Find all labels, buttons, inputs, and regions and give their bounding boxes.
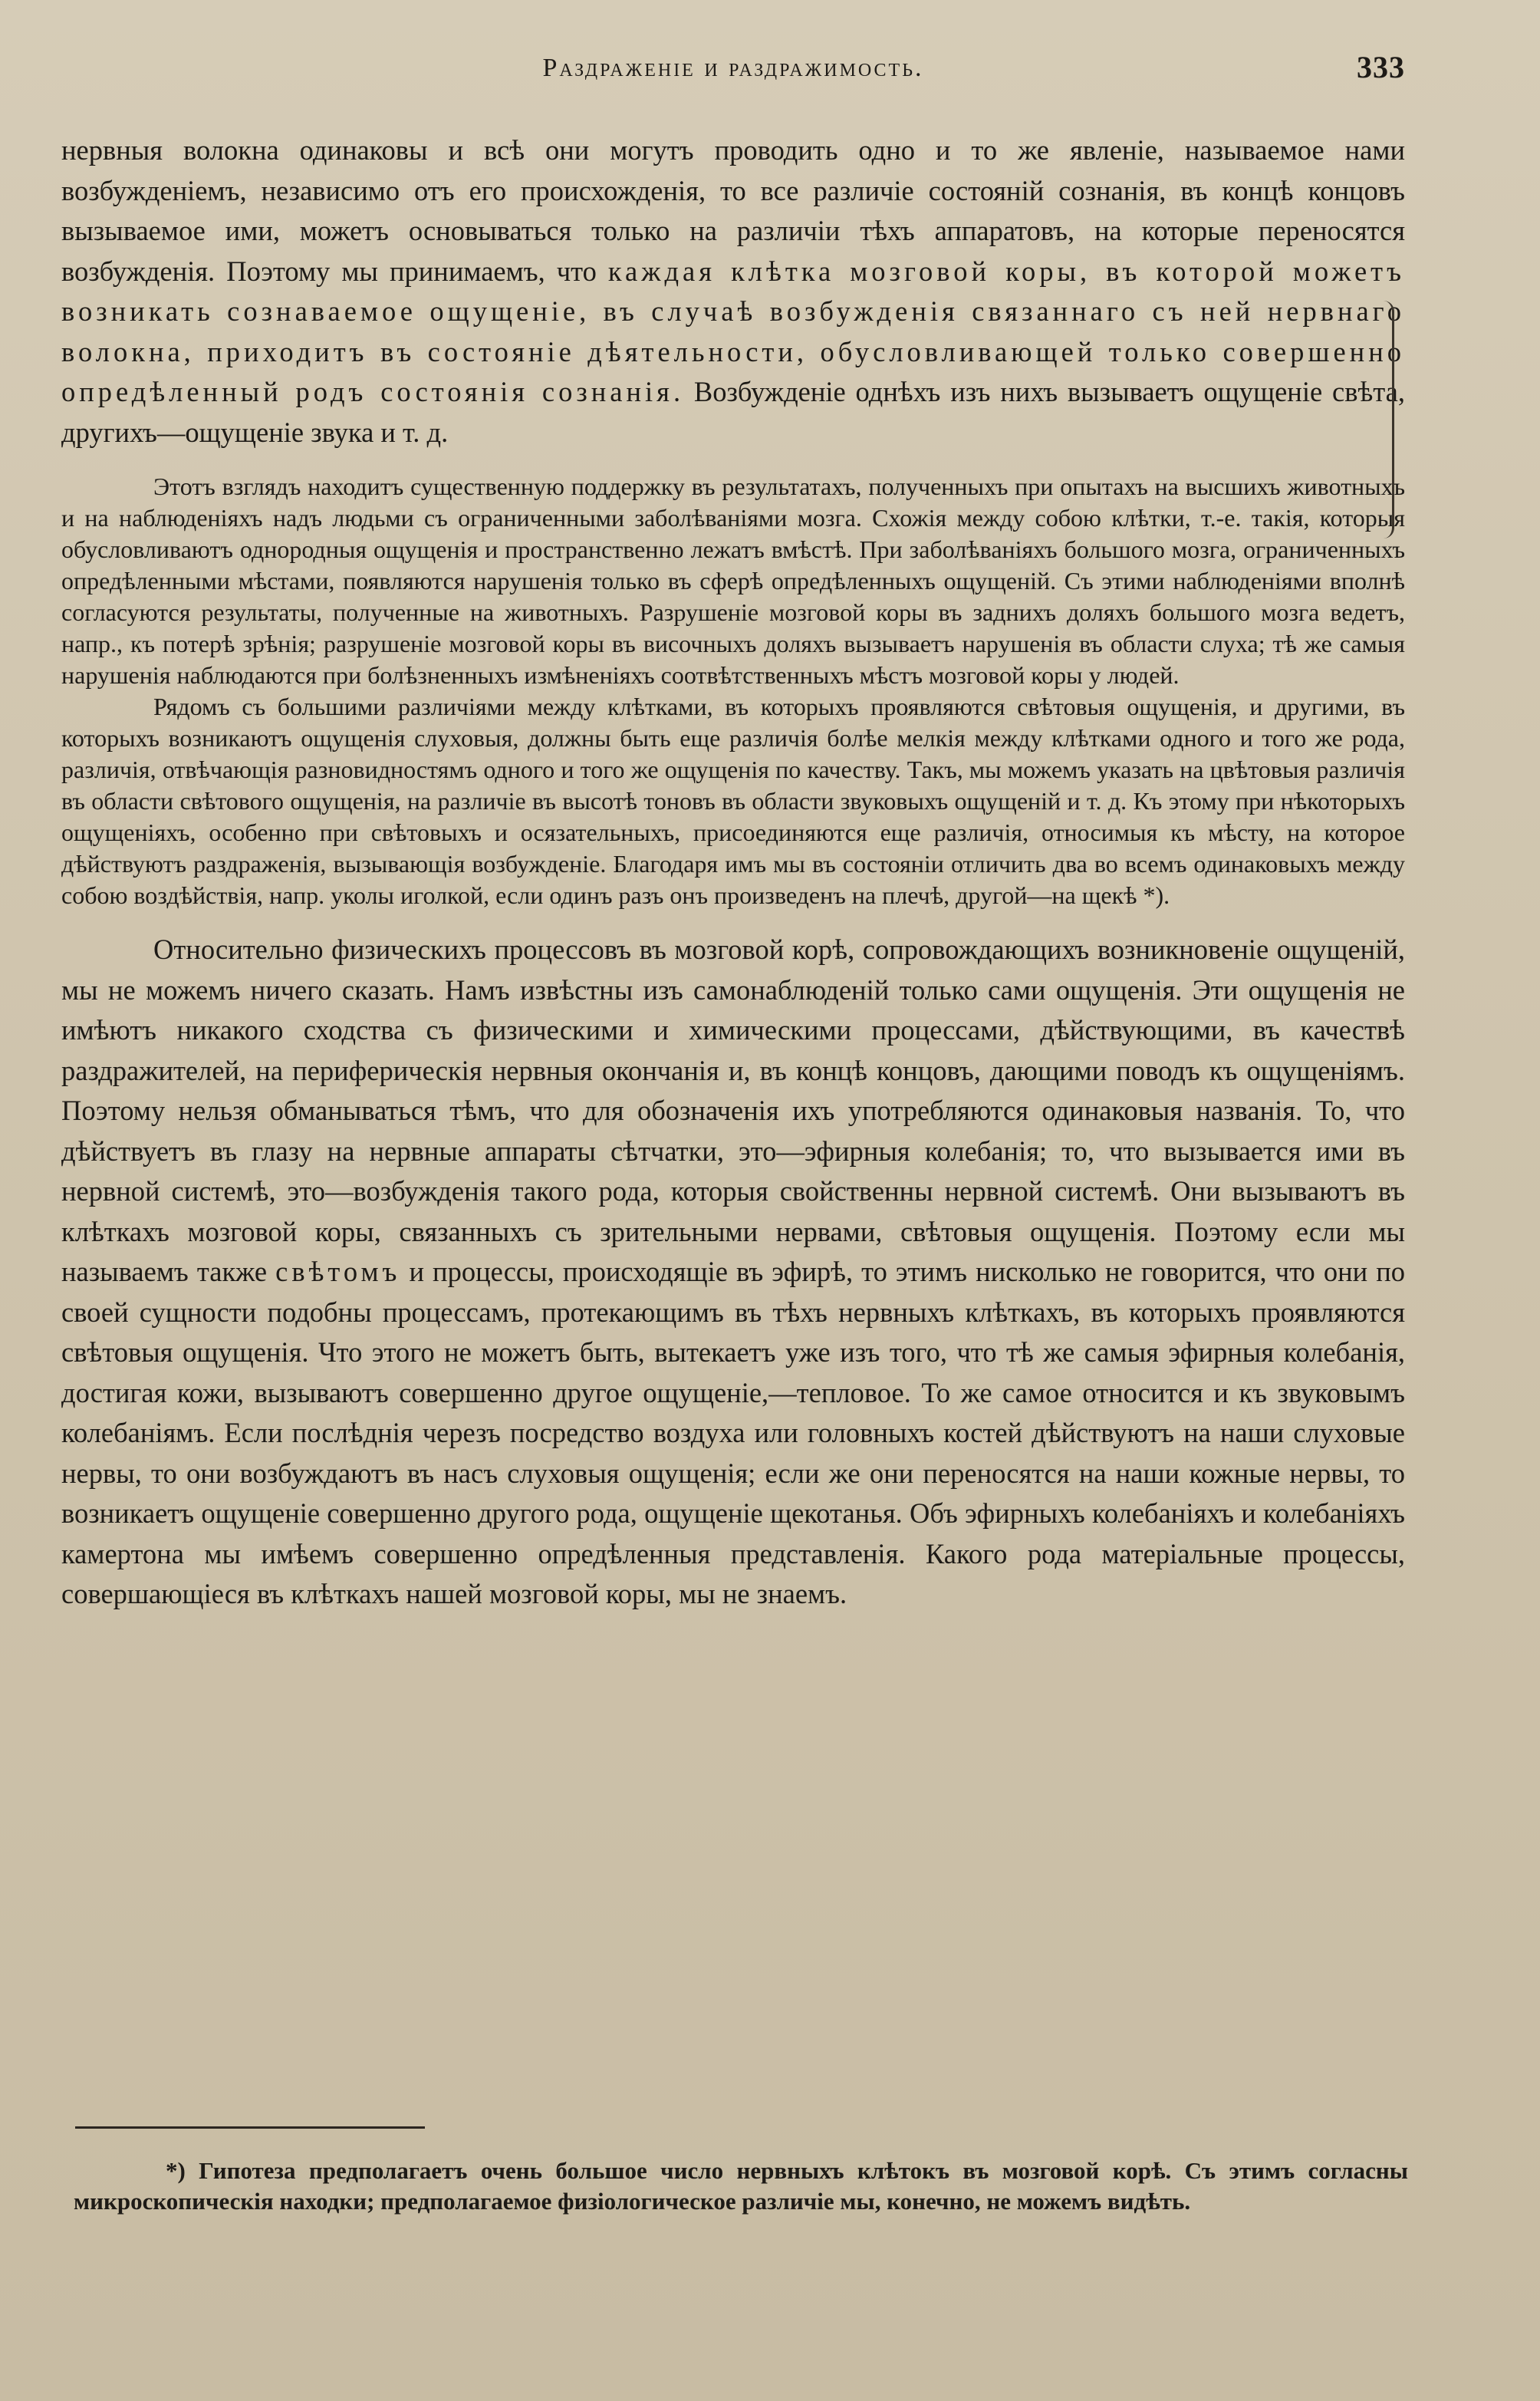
paragraph-1-text-c: Возбужденіе однѣхъ изъ нихъ вызываетъ ощущеніе свѣта, другихъ—ощущеніе звука и т. д. xyxy=(61,376,1405,448)
page-body xyxy=(61,130,1405,1615)
paragraph-3: Рядомъ съ большими различіями между клѣтками, въ которыхъ проявляются свѣтовыя ощущенія, и другими, въ которыхъ возникаютъ ощущенія слуховыя, должны быть еще различія болѣе мелкія между клѣтками одного и того же рода, различія, отвѣчающія разновидностямъ одного и того же ощущенія по качеству. Такъ, мы можемъ указать на цвѣтовыя различія въ области свѣтового ощущенія, на различіе въ высотѣ тоновъ въ области звуковыхъ ощущеній и т. д. Къ этому при нѣкоторыхъ ощущеніяхъ, особенно при свѣтовыхъ и осязательныхъ, присоединяются еще различія, относимыя къ мѣсту, на которое дѣйствуютъ раздраженія, вызывающія возбужденіе. Благодаря имъ мы въ состояніи отличить два во всемъ одинаковыхъ между собою воздѣйствія, напр. уколы иголкой, если одинъ разъ онъ произведенъ на плечѣ, другой—на щекѣ *). xyxy=(61,693,1405,909)
margin-bracket-mark xyxy=(1377,301,1394,538)
page-header xyxy=(61,46,1405,100)
footnote-divider xyxy=(75,2126,425,2129)
paragraph-4-text-a: Относительно физическихъ процессовъ въ мозговой корѣ, сопровождающихъ возникновеніе ощущеній, мы не можемъ ничего сказать. Намъ извѣстны изъ самонаблюденій только сами ощущенія. Эти ощущенія не имѣютъ никакого сходства съ физическими и химическими процессами, дѣйствующими, въ качествѣ раздражителей, на периферическія нервныя окончанія и, въ концѣ концовъ, дающими поводъ къ ощущеніямъ. Поэтому нельзя обманываться тѣмъ, что для обозначенія ихъ употребляются одинаковыя названія. То, что дѣйствуетъ въ глазу на нервные аппараты сѣтчатки, это—эфирныя колебанія; то, что вызывается ими въ нервной системѣ, это—возбужденія такого рода, которыя свойственны нервной системѣ. Они вызываютъ въ клѣткахъ мозговой коры, связанныхъ съ зрительными нервами, свѣтовыя ощущенія. Поэтому если мы называемъ также xyxy=(61,934,1405,1287)
paragraph-4 xyxy=(61,930,1405,1615)
paragraph-4-spaced-word: свѣтомъ xyxy=(275,1256,401,1287)
paragraph-1-spaced-text: каждая клѣтка мозговой коры, въ которой можетъ возникать сознаваемое ощущеніе, въ случаѣ возбужденія связаннаго съ ней нервнаго волокна, приходитъ въ состояніе дѣятельности, обусловливающей только совершенно опредѣленный родъ состоянія сознанія. xyxy=(61,255,1406,407)
running-title: Раздраженіе и раздражимость. xyxy=(542,54,924,82)
paragraph-4-text-b: и процессы, происходящіе въ эфирѣ, то этимъ нисколько не говорится, что они по своей сущности подобны процессамъ, протекающимъ въ тѣхъ нервныхъ клѣткахъ, въ которыхъ проявляются свѣтовыя ощущенія. Что этого не можетъ быть, вытекаетъ уже изъ того, что тѣ же самыя эфирныя колебанія, достигая кожи, вызываютъ совершенно другое ощущеніе,—тепловое. То же самое относится и къ звуковымъ колебаніямъ. Если послѣднія черезъ посредство воздуха или головныхъ костей дѣйствуютъ на наши слуховые нервы, то они возбуждаютъ въ насъ слуховыя ощущенія; если же они переносятся на наши кожные нервы, то возникаетъ ощущеніе совершенно другого рода, ощущеніе щекотанья. Объ эфирныхъ колебаніяхъ и колебаніяхъ камертона мы имѣемъ совершенно опредѣленныя представленія. Какого рода матеріальные процессы, совершающіеся въ клѣткахъ нашей мозговой коры, мы не знаемъ. xyxy=(61,1256,1405,1609)
paragraph-2: Этотъ взглядъ находитъ существенную поддержку въ результатахъ, полученныхъ при опытахъ на высшихъ животныхъ и на наблюденіяхъ надъ людьми съ ограниченными заболѣваніями мозга. Схожія между собою клѣтки, т.-е. такія, которыя обусловливаютъ однородныя ощущенія и пространственно лежатъ вмѣстѣ. При заболѣваніяхъ большого мозга, ограниченныхъ опредѣленными мѣстами, появляются нарушенія только въ сферѣ опредѣленныхъ ощущеній. Съ этими наблюденіями вполнѣ согласуются результаты, полученные на животныхъ. Разрушеніе мозговой коры въ заднихъ доляхъ большого мозга ведетъ, напр., къ потерѣ зрѣнія; разрушеніе мозговой коры въ височныхъ доляхъ вызываетъ нарушенія въ области слуха; тѣ же самыя нарушенія наблюдаются при болѣзненныхъ измѣненіяхъ соотвѣтственныхъ мѣстъ мозговой коры у людей. xyxy=(61,473,1405,689)
page-number: 333 xyxy=(1357,50,1405,84)
footnote: *) Гипотеза предполагаетъ очень большое число нервныхъ клѣтокъ въ мозговой корѣ. Съ этимъ согласны микроскопическія находки; предполагаемое физіологическое различіе мы, конечно, не можемъ видѣть. xyxy=(74,2157,1408,2215)
paragraph-1 xyxy=(61,130,1405,453)
paragraph-1-text-a: нервныя волокна одинаковы и всѣ они могутъ проводить одно и то же явленіе, называемое нами возбужденіемъ, независимо отъ его происхожденія, то все различіе состояній сознанія, въ концѣ концовъ вызываемое ими, можетъ основываться только на различіи тѣхъ аппаратовъ, на которые переносятся возбужденія. Поэтому мы принимаемъ, что xyxy=(61,134,1405,287)
